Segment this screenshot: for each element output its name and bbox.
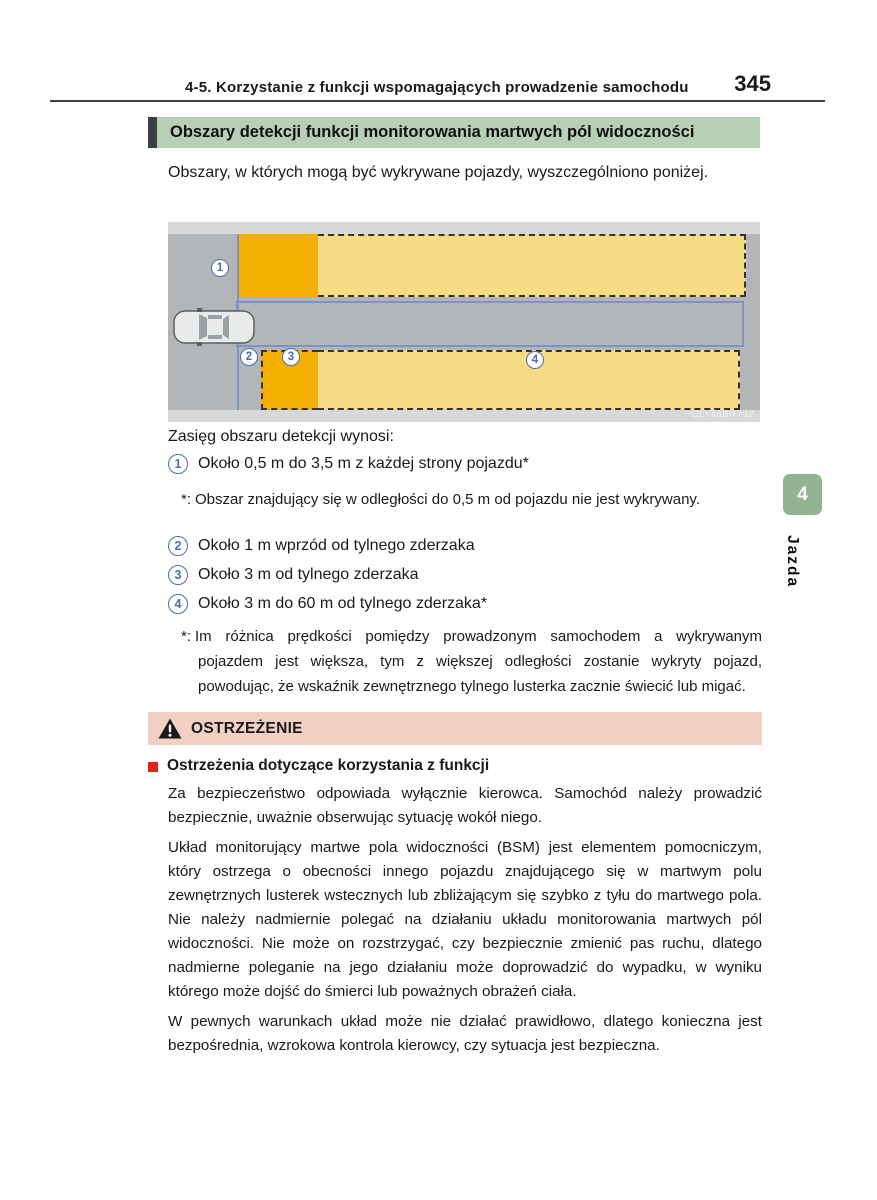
section-title-bar <box>148 117 760 148</box>
footnote-marker: *: <box>181 628 192 645</box>
warning-title: OSTRZEŻENIE <box>191 719 303 737</box>
item-number-badge: 1 <box>168 454 188 474</box>
detection-item-3 <box>168 565 419 585</box>
item-number-badge: 3 <box>168 565 188 585</box>
item-number-badge: 4 <box>168 594 188 614</box>
item-text: Około 3 m od tylnego zderzaka <box>198 566 419 583</box>
detection-item-1 <box>168 454 529 474</box>
detection-lead: Zasięg obszaru detekcji wynosi: <box>168 428 394 445</box>
detection-item-2 <box>168 536 475 556</box>
bsm-detection-diagram <box>168 222 760 422</box>
road-edge-top <box>168 222 760 234</box>
footnote-text: Im różnica prędkości pomiędzy prowadzonym samochodem a wykrywanym pojazdem jest większa, tym z większej odległości zostanie wykryty pojazd, powodując, że wskaźnik zewnętrznego tylnego lusterka zacznie świecić lub migać. <box>195 628 762 695</box>
item-text: Około 0,5 m do 3,5 m z każdej strony pojazdu* <box>198 455 529 472</box>
warning-body <box>148 745 762 1058</box>
red-square-bullet <box>148 762 158 772</box>
near-detection-zone-top <box>238 234 318 297</box>
item-number-badge: 2 <box>168 536 188 556</box>
page-number: 345 <box>734 71 771 96</box>
warning-header <box>148 712 762 745</box>
road-edge-bottom <box>168 410 760 422</box>
footnote-1 <box>181 487 762 512</box>
header-divider <box>50 100 825 102</box>
item-text: Około 1 m wprzód od tylnego zderzaka <box>198 537 475 554</box>
section-title: Obszary detekcji funkcji monitorowania martwych pól widoczności <box>170 123 695 141</box>
warning-paragraph-3: W pewnych warunkach układ może nie działać prawidłowo, dlatego konieczna jest bezpośrednia, wzrokowa kontrola kierowcy, czy sytuacja jest bezpieczna. <box>168 1013 762 1054</box>
diagram-marker-4: 4 <box>526 351 544 369</box>
chapter-label: Jazda <box>784 535 801 589</box>
footnote-text: Obszar znajdujący się w odległości do 0,5 m od pojazdu nie jest wykrywany. <box>195 491 700 508</box>
warning-paragraph-1: Za bezpieczeństwo odpowiada wyłącznie kierowca. Samochód należy prowadzić bezpiecznie, uważnie obserwując sytuację wokół niego. <box>168 785 762 826</box>
warning-triangle-icon <box>158 718 182 739</box>
footnote-marker: *: <box>181 491 192 508</box>
car-top-view <box>173 308 255 346</box>
diagram-marker-2: 2 <box>240 348 258 366</box>
detection-item-4 <box>168 594 487 614</box>
detection-range-outline <box>236 301 744 347</box>
far-detection-zone-top <box>318 234 746 297</box>
section-title-accent <box>148 117 157 148</box>
diagram-marker-3: 3 <box>282 348 300 366</box>
item-text: Około 3 m do 60 m od tylnego zderzaka* <box>198 595 488 612</box>
intro-paragraph: Obszary, w których mogą być wykrywane pojazdy, wyszczególniono poniżej. <box>168 164 709 181</box>
breadcrumb: 4-5. Korzystanie z funkcji wspomagających prowadzenie samochodu <box>185 79 689 96</box>
warning-subtitle-row <box>148 757 762 775</box>
footnote-2 <box>181 624 762 699</box>
figure-code: CLY45BR792 <box>691 409 754 420</box>
diagram-marker-1: 1 <box>211 259 229 277</box>
chapter-tab: 4 <box>783 474 822 515</box>
warning-box <box>148 712 762 1064</box>
warning-subtitle: Ostrzeżenia dotyczące korzystania z funkcji <box>167 757 490 774</box>
warning-paragraph-2: Układ monitorujący martwe pola widoczności (BSM) jest elementem pomocniczym, który ostrzega o obecności innego pojazdu znajdującego się w martwym polu zewnętrznych lusterek wstecznych lub zbliżającym się szybko z tyłu do martwego pola. Nie należy nadmiernie polegać na działaniu układu monitorowania martwych pól widoczności. Nie może on rozstrzygać, czy bezpiecznie zmienić pas ruchu, dlatego nadmierne poleganie na jego działaniu może doprowadzić do wypadku, w wyniku którego może dojść do śmierci lub poważnych obrażeń ciała. <box>168 839 762 1000</box>
